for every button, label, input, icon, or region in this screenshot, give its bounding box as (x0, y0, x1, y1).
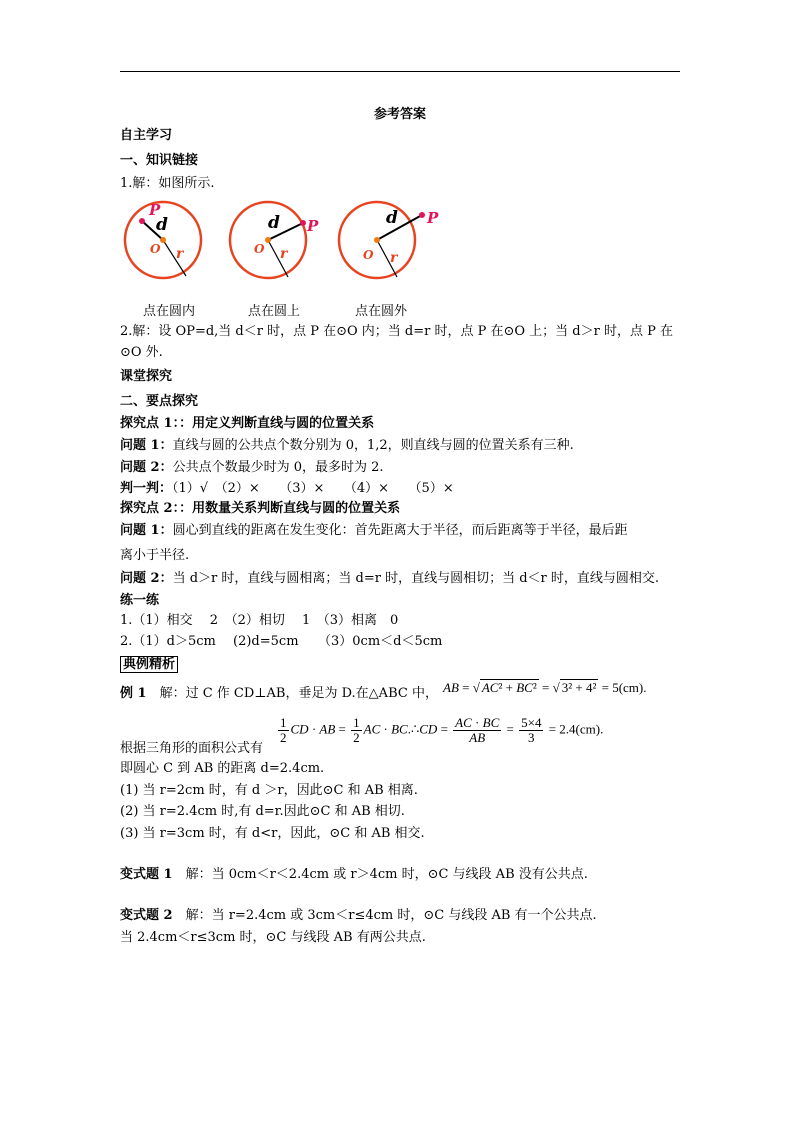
practice-2: 2.（1）d＞5cm (2)d=5cm （3）0cm＜d＜5cm (120, 634, 443, 649)
question-text: 当 d＞r 时，直线与圆相离；当 d=r 时，直线与圆相切；当 d＜r 时，直线与圆相交. (172, 571, 660, 586)
example-text: 解：过 C 作 CD⊥AB，垂足为 D.在△ABC 中， (146, 686, 438, 701)
section-zhishi: 一、知识链接 (120, 153, 199, 168)
judge-label: 判一判： (120, 481, 173, 496)
equation-cd: $\frac{1}{2}$ CD · AB = $\frac{1}{2}$ AC · BC.∴CD = $\frac{AC \cdot BC}{AB}$ = $\frac{5\times 4}{3}$ = 2.4(cm). (280, 715, 604, 745)
example-1-case3: (3) 当 r=3cm 时，有 d<r，因此，⊙C 和 AB 相交. (120, 826, 425, 841)
circle-on (230, 202, 319, 278)
svg-text:O: O (150, 242, 161, 256)
caption-on: 点在圆上 (248, 304, 301, 319)
circle-inside (125, 201, 201, 278)
answer-2-line1: 2.解：设 OP=d,当 d＜r 时，点 P 在⊙O 内；当 d=r 时，点 P 在⊙O 上；当 d＞r 时，点 P 在 (120, 324, 673, 339)
circle-figures (120, 198, 460, 288)
question-label: 问题 1： (120, 438, 173, 453)
variant-label: 变式题 1 (120, 867, 173, 882)
question-label: 问题 2： (120, 571, 173, 586)
section-zizhu: 自主学习 (120, 128, 173, 143)
question-label: 问题 1： (120, 523, 173, 538)
variant-1 (120, 866, 588, 884)
probe-2-question-2 (120, 570, 659, 588)
example-1-case1: (1) 当 r=2cm 时，有 d ＞r，因此⊙C 和 AB 相离. (120, 783, 418, 798)
variant-text: 解：当 0cm＜r＜2.4cm 或 r＞4cm 时，⊙C 与线段 AB 没有公共点. (172, 867, 588, 882)
probe-2-question-1 (120, 522, 628, 540)
judge-line (120, 480, 454, 498)
question-text: 直线与圆的公共点个数分别为 0，1,2，则直线与圆的位置关系有三种. (172, 438, 574, 453)
svg-text:P: P (149, 201, 161, 219)
probe-1-question-2 (120, 459, 384, 477)
variant-text: 解：当 r=2.4cm 或 3cm＜r≤4cm 时，⊙C 与线段 AB 有一个公共点. (172, 908, 597, 923)
caption-inside: 点在圆内 (143, 304, 196, 319)
question-text: 圆心到直线的距离在发生变化：首先距离大于半径，而后距离等于半径，最后距 (172, 523, 628, 538)
example-1-line1 (120, 685, 438, 703)
caption-outside: 点在圆外 (355, 304, 408, 319)
answer-1: 1.解：如图所示. (120, 176, 215, 191)
svg-text:r: r (176, 246, 184, 262)
variant-2-cont: 当 2.4cm＜r≤3cm 时，⊙C 与线段 AB 有两公共点. (120, 930, 426, 945)
svg-text:P: P (307, 217, 319, 235)
equation-ab: AB = √ AC² + BC² = √ 3² + 4² = 5(cm). (443, 680, 647, 695)
svg-text:O: O (254, 242, 265, 256)
section-dianli (120, 656, 178, 674)
example-1-line2: 根据三角形的面积公式有 (120, 741, 264, 756)
svg-text:d: d (156, 215, 168, 235)
probe-2-heading: 探究点 2：：用数量关系判断直线与圆的位置关系 (120, 501, 401, 516)
probe-1-heading: 探究点 1：：用定义判断直线与圆的位置关系 (120, 416, 375, 431)
example-label: 例 1 (120, 686, 147, 701)
svg-text:r: r (280, 246, 288, 262)
svg-text:d: d (386, 208, 398, 228)
svg-text:P: P (427, 209, 439, 227)
variant-2 (120, 907, 597, 925)
svg-text:d: d (268, 213, 280, 233)
question-label: 问题 2： (120, 460, 173, 475)
example-1-line3: 即圆心 C 到 AB 的距离 d=2.4cm. (120, 761, 325, 776)
section-lianxi: 练一练 (120, 593, 160, 608)
section-ketang: 课堂探究 (120, 369, 173, 384)
answer-2-line2: ⊙O 外. (120, 345, 163, 360)
header-rule (120, 71, 680, 72)
circle-outside (339, 202, 439, 278)
dianli-label: 典例精析 (120, 656, 178, 673)
svg-text:r: r (390, 250, 398, 266)
question-text: 公共点个数最少时为 0，最多时为 2. (172, 460, 384, 475)
svg-text:O: O (363, 248, 374, 262)
judge-answers: （1）√ （2）× （3）× （4）× （5）× (172, 481, 454, 496)
practice-1: 1.（1）相交 2 （2）相切 1 （3）相离 0 (120, 613, 399, 628)
page-title: 参考答案 (373, 107, 426, 122)
section-yaodian: 二、要点探究 (120, 394, 199, 409)
variant-label: 变式题 2 (120, 908, 173, 923)
example-1-case2: (2) 当 r=2.4cm 时,有 d=r.因此⊙C 和 AB 相切. (120, 804, 405, 819)
probe-1-question-1 (120, 437, 574, 455)
probe-2-question-1-cont: 离小于半径. (120, 548, 190, 563)
